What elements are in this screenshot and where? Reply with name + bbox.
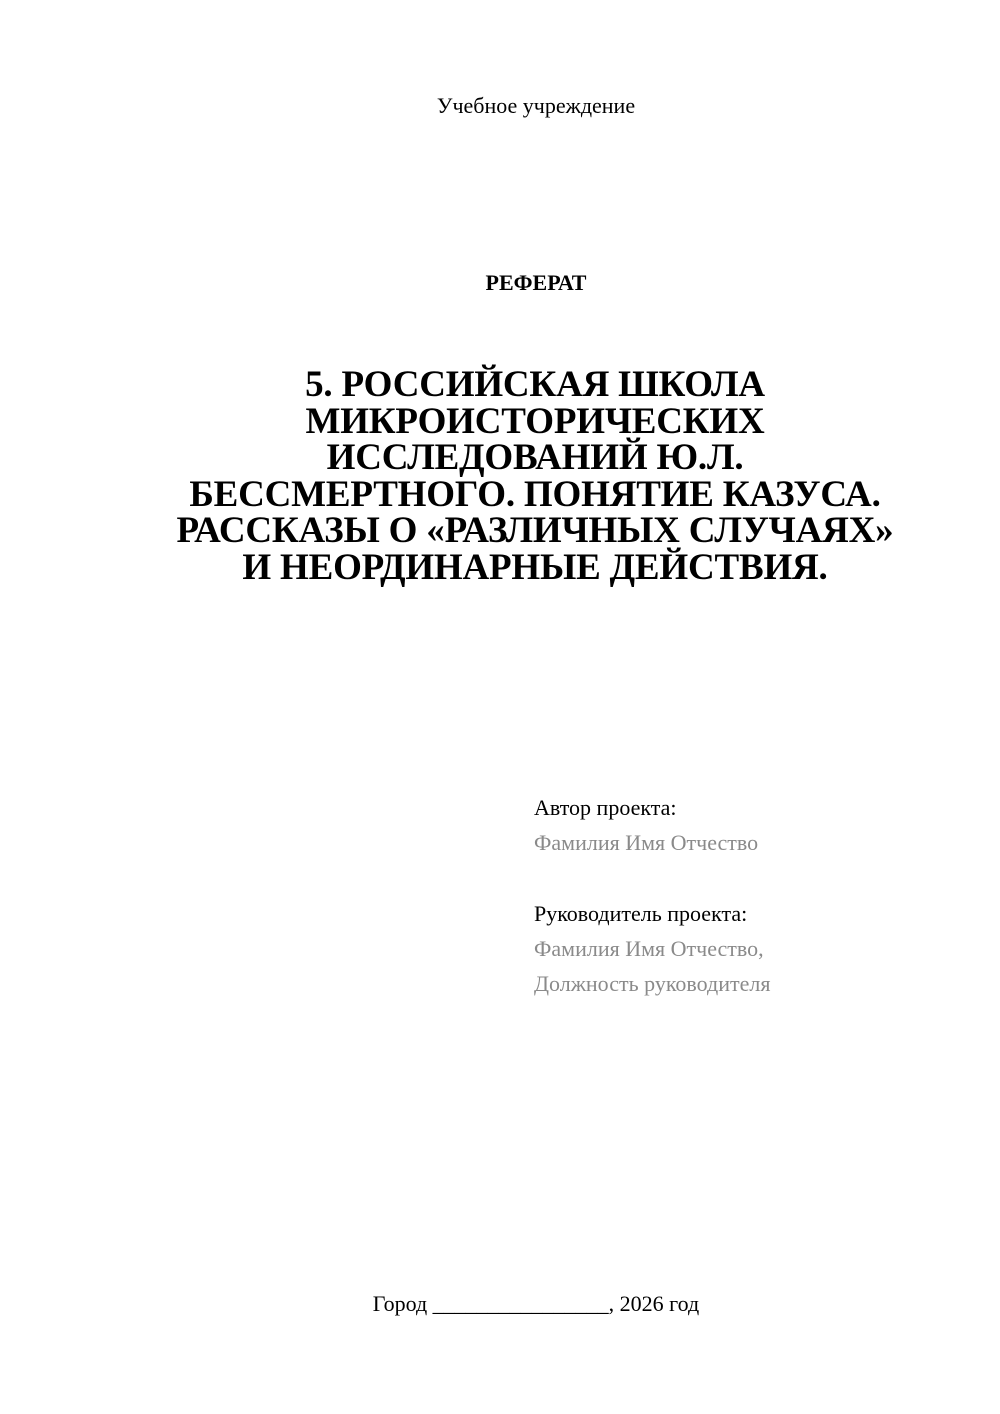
title-line: МИКРОИСТОРИЧЕСКИХ [305,400,765,442]
document-type: РЕФЕРАТ [485,270,587,295]
supervisor-position: Должность руководителя [534,971,771,996]
title-line: 5. РОССИЙСКАЯ ШКОЛА [305,364,765,405]
author-name: Фамилия Имя Отчество [534,830,759,855]
city-year-line: Город ________________, 2026 год [372,1291,700,1316]
credits-spacer [534,860,954,896]
institution-name: Учебное учреждение [436,93,636,118]
title-line: И НЕОРДИНАРНЫЕ ДЕЙСТВИЯ. [242,546,828,588]
credits-block [534,790,954,1001]
supervisor-name: Фамилия Имя Отчество, [534,936,764,961]
author-label: Автор проекта: [534,795,677,820]
title-line: РАССКАЗЫ О «РАЗЛИЧНЫХ СЛУЧАЯХ» [176,510,894,551]
document-title [130,364,940,588]
supervisor-label: Руководитель проекта: [534,901,748,926]
title-line: ИССЛЕДОВАНИЙ Ю.Л. [326,437,744,478]
title-line: БЕССМЕРТНОГО. ПОНЯТИЕ КАЗУСА. [189,473,881,515]
